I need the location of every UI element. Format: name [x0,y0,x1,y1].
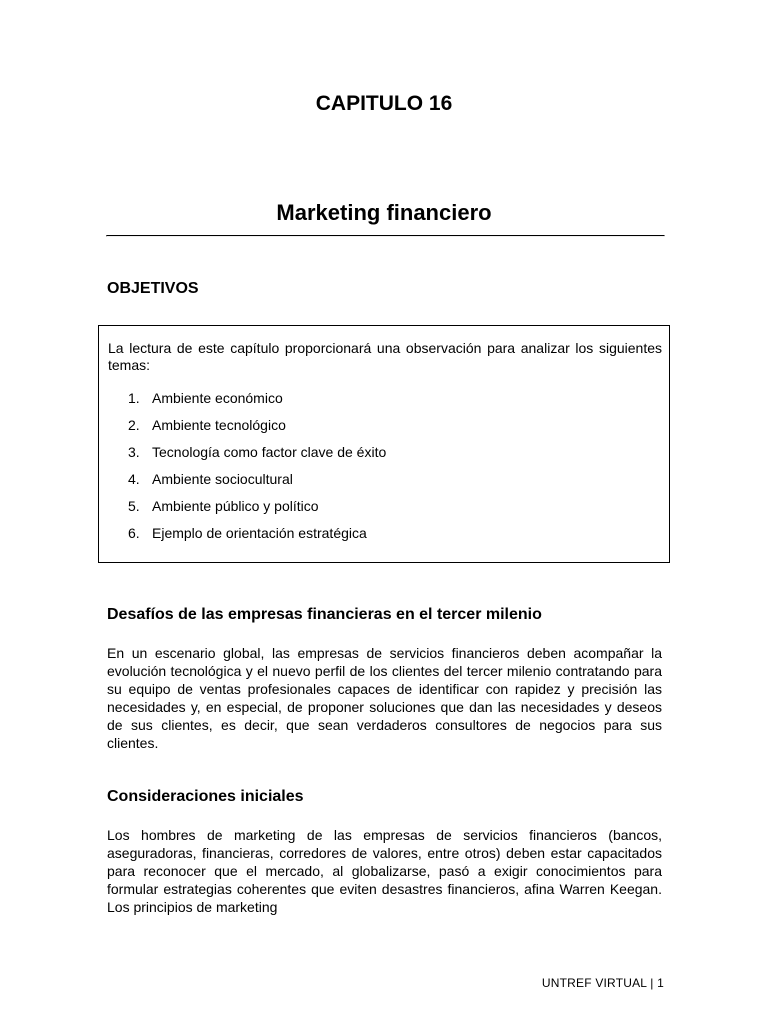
objective-number: 1. [128,390,140,406]
objective-item [99,471,659,498]
objective-item [99,498,659,525]
section-body-considerations: Los hombres de marketing de las empresas de servicios financieros (bancos, aseguradoras, financieras, corredores de valores, entre otros) deben estar capacitados para reconocer que el mercado, al globalizarse, pasó a exigir conocimientos para formular estrategias coherentes que eviten desastres financieros, afina Warren Keegan. Los principios de marketing [107,827,662,915]
objective-number: 6. [128,525,140,541]
objective-text: Ambiente económico [152,390,283,406]
objectives-heading: OBJETIVOS [107,280,199,297]
objective-item [99,525,659,552]
section-heading-considerations: Consideraciones iniciales [107,788,304,805]
objective-number: 2. [128,417,140,433]
objective-number: 4. [128,471,140,487]
objective-text: Tecnología como factor clave de éxito [152,444,387,460]
title-underline [106,235,665,237]
objective-text: Ambiente tecnológico [152,417,286,433]
objective-number: 3. [128,444,140,460]
objective-text: Ejemplo de orientación estratégica [152,525,367,541]
objective-item [99,390,659,417]
objectives-list [99,390,659,552]
objectives-box [98,325,670,563]
page-footer: UNTREF VIRTUAL | 1 [541,976,664,990]
section-heading-challenges: Desafíos de las empresas financieras en el tercer milenio [107,606,542,623]
section-body-challenges: En un escenario global, las empresas de servicios financieros deben acompañar la evolución tecnológica y el nuevo perfil de los clientes del tercer milenio contratando para su equipo de ventas profesionales capaces de identificar con rapidez y precisión las necesidades y, en especial, de proponer soluciones que dan las necesidades y deseos de sus clientes, es decir, que sean verdaderos consultores de negocios para sus clientes. [107,645,662,751]
objective-item [99,417,659,444]
document-title: Marketing financiero [276,200,492,225]
objective-text: Ambiente sociocultural [152,471,293,487]
objective-text: Ambiente público y político [152,498,319,514]
objective-number: 5. [128,498,140,514]
chapter-heading: CAPITULO 16 [315,92,453,115]
objectives-intro: La lectura de este capítulo proporcionará una observación para analizar los siguientes temas: [108,340,662,373]
objective-item [99,444,659,471]
